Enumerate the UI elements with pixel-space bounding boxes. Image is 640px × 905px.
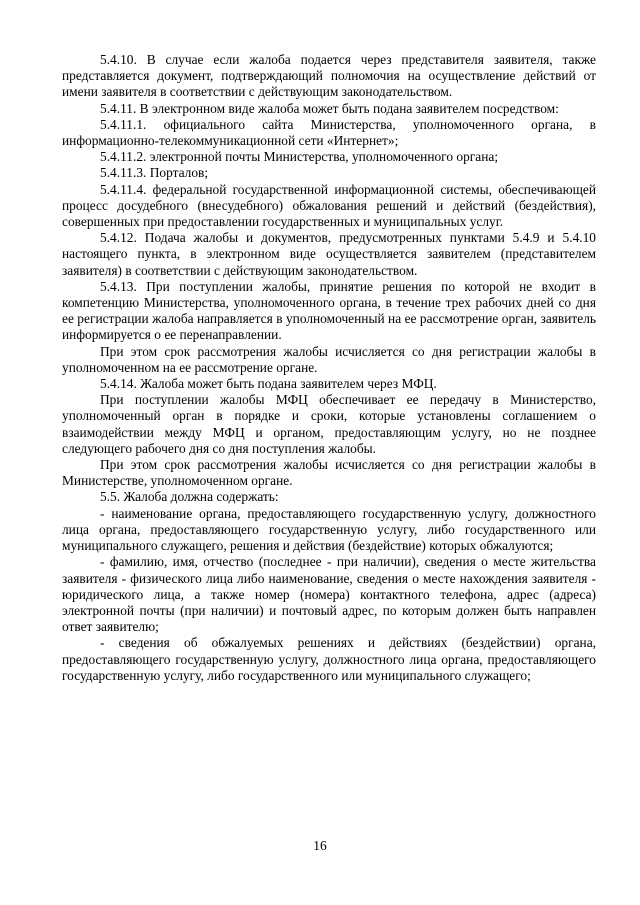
paragraph-5-4-13: 5.4.13. При поступлении жалобы, принятие решения по которой не входит в компетенцию Министерства, уполномоченного органа, в течение трех рабочих дней со дня ее регистрации жалоба направляется в уполномоченный на ее рассмотрение орган, заявитель информируется о ее перенаправлении. [62,278,596,343]
paragraph-5-4-11-3: 5.4.11.3. Порталов; [100,165,209,181]
list-item-appealed-decisions: - сведения об обжалуемых решениях и действиях (бездействии) органа, предоставляющего государственную услугу, должностного лица органа, предоставляющего государственную услугу, либо государственного или муниципального служащего; [62,635,596,683]
paragraph-5-4-11-1: 5.4.11.1. официального сайта Министерства, уполномоченного органа, в информационно-телекоммуникационной сети «Интернет»; [62,116,596,149]
list-item-applicant-info: - фамилию, имя, отчество (последнее - при наличии), сведения о месте жительства заявителя - физического лица либо наименование, сведения о месте нахождения заявителя - юридического лица, а также номер (номера) контактного телефона, адрес (адреса) электронной почты (при наличии) и почтовый адрес, по которым должен быть направлен ответ заявителю; [62,554,596,635]
paragraph-5-4-14-mfc: При поступлении жалобы МФЦ обеспечивает ее передачу в Министерство, уполномоченный орган в порядке и сроки, которые установлены соглашением о взаимодействии между МФЦ и органом, предоставляющим услугу, но не позднее следующего рабочего дня со дня поступления жалобы. [62,392,596,456]
list-item-organ-name: - наименование органа, предоставляющего государственную услугу, должностного лица органа, предоставляющего государственную услугу, либо государственного или муниципального служащего, решения и действия (бездействие) которых обжалуются; [62,505,596,554]
paragraph-5-4-14-term: При этом срок рассмотрения жалобы исчисляется со дня регистрации жалобы в Министерстве, уполномоченном органе. [62,457,596,489]
paragraph-5-4-14: 5.4.14. Жалоба может быть подана заявителем через МФЦ. [100,376,437,392]
document-body [62,52,596,684]
page-number: 16 [313,838,327,853]
paragraph-5-5: 5.5. Жалоба должна содержать: [100,489,279,505]
paragraph-5-4-11-2: 5.4.11.2. электронной почты Министерства, уполномоченного органа; [100,149,499,165]
paragraph-5-4-10: 5.4.10. В случае если жалоба подается через представителя заявителя, также представляется документ, подтверждающий полномочия на осуществление действий от имени заявителя в соответствии с действующим законодательством. [62,52,596,100]
paragraph-5-4-12: 5.4.12. Подача жалобы и документов, предусмотренных пунктами 5.4.9 и 5.4.10 настоящего пункта, в электронном виде осуществляется заявителем (представителем заявителя) в соответствии с действующим законодательством. [62,230,596,278]
paragraph-5-4-11: 5.4.11. В электронном виде жалоба может быть подана заявителем посредством: [100,100,559,116]
paragraph-5-4-13-term: При этом срок рассмотрения жалобы исчисляется со дня регистрации жалобы в уполномоченном на ее рассмотрение органе. [62,343,596,375]
paragraph-5-4-11-4: 5.4.11.4. федеральной государственной информационной системы, обеспечивающей процесс досудебного (внесудебного) обжалования решений и действий (бездействия), совершенных при предоставлении государственных и муниципальных услуг. [62,181,596,230]
